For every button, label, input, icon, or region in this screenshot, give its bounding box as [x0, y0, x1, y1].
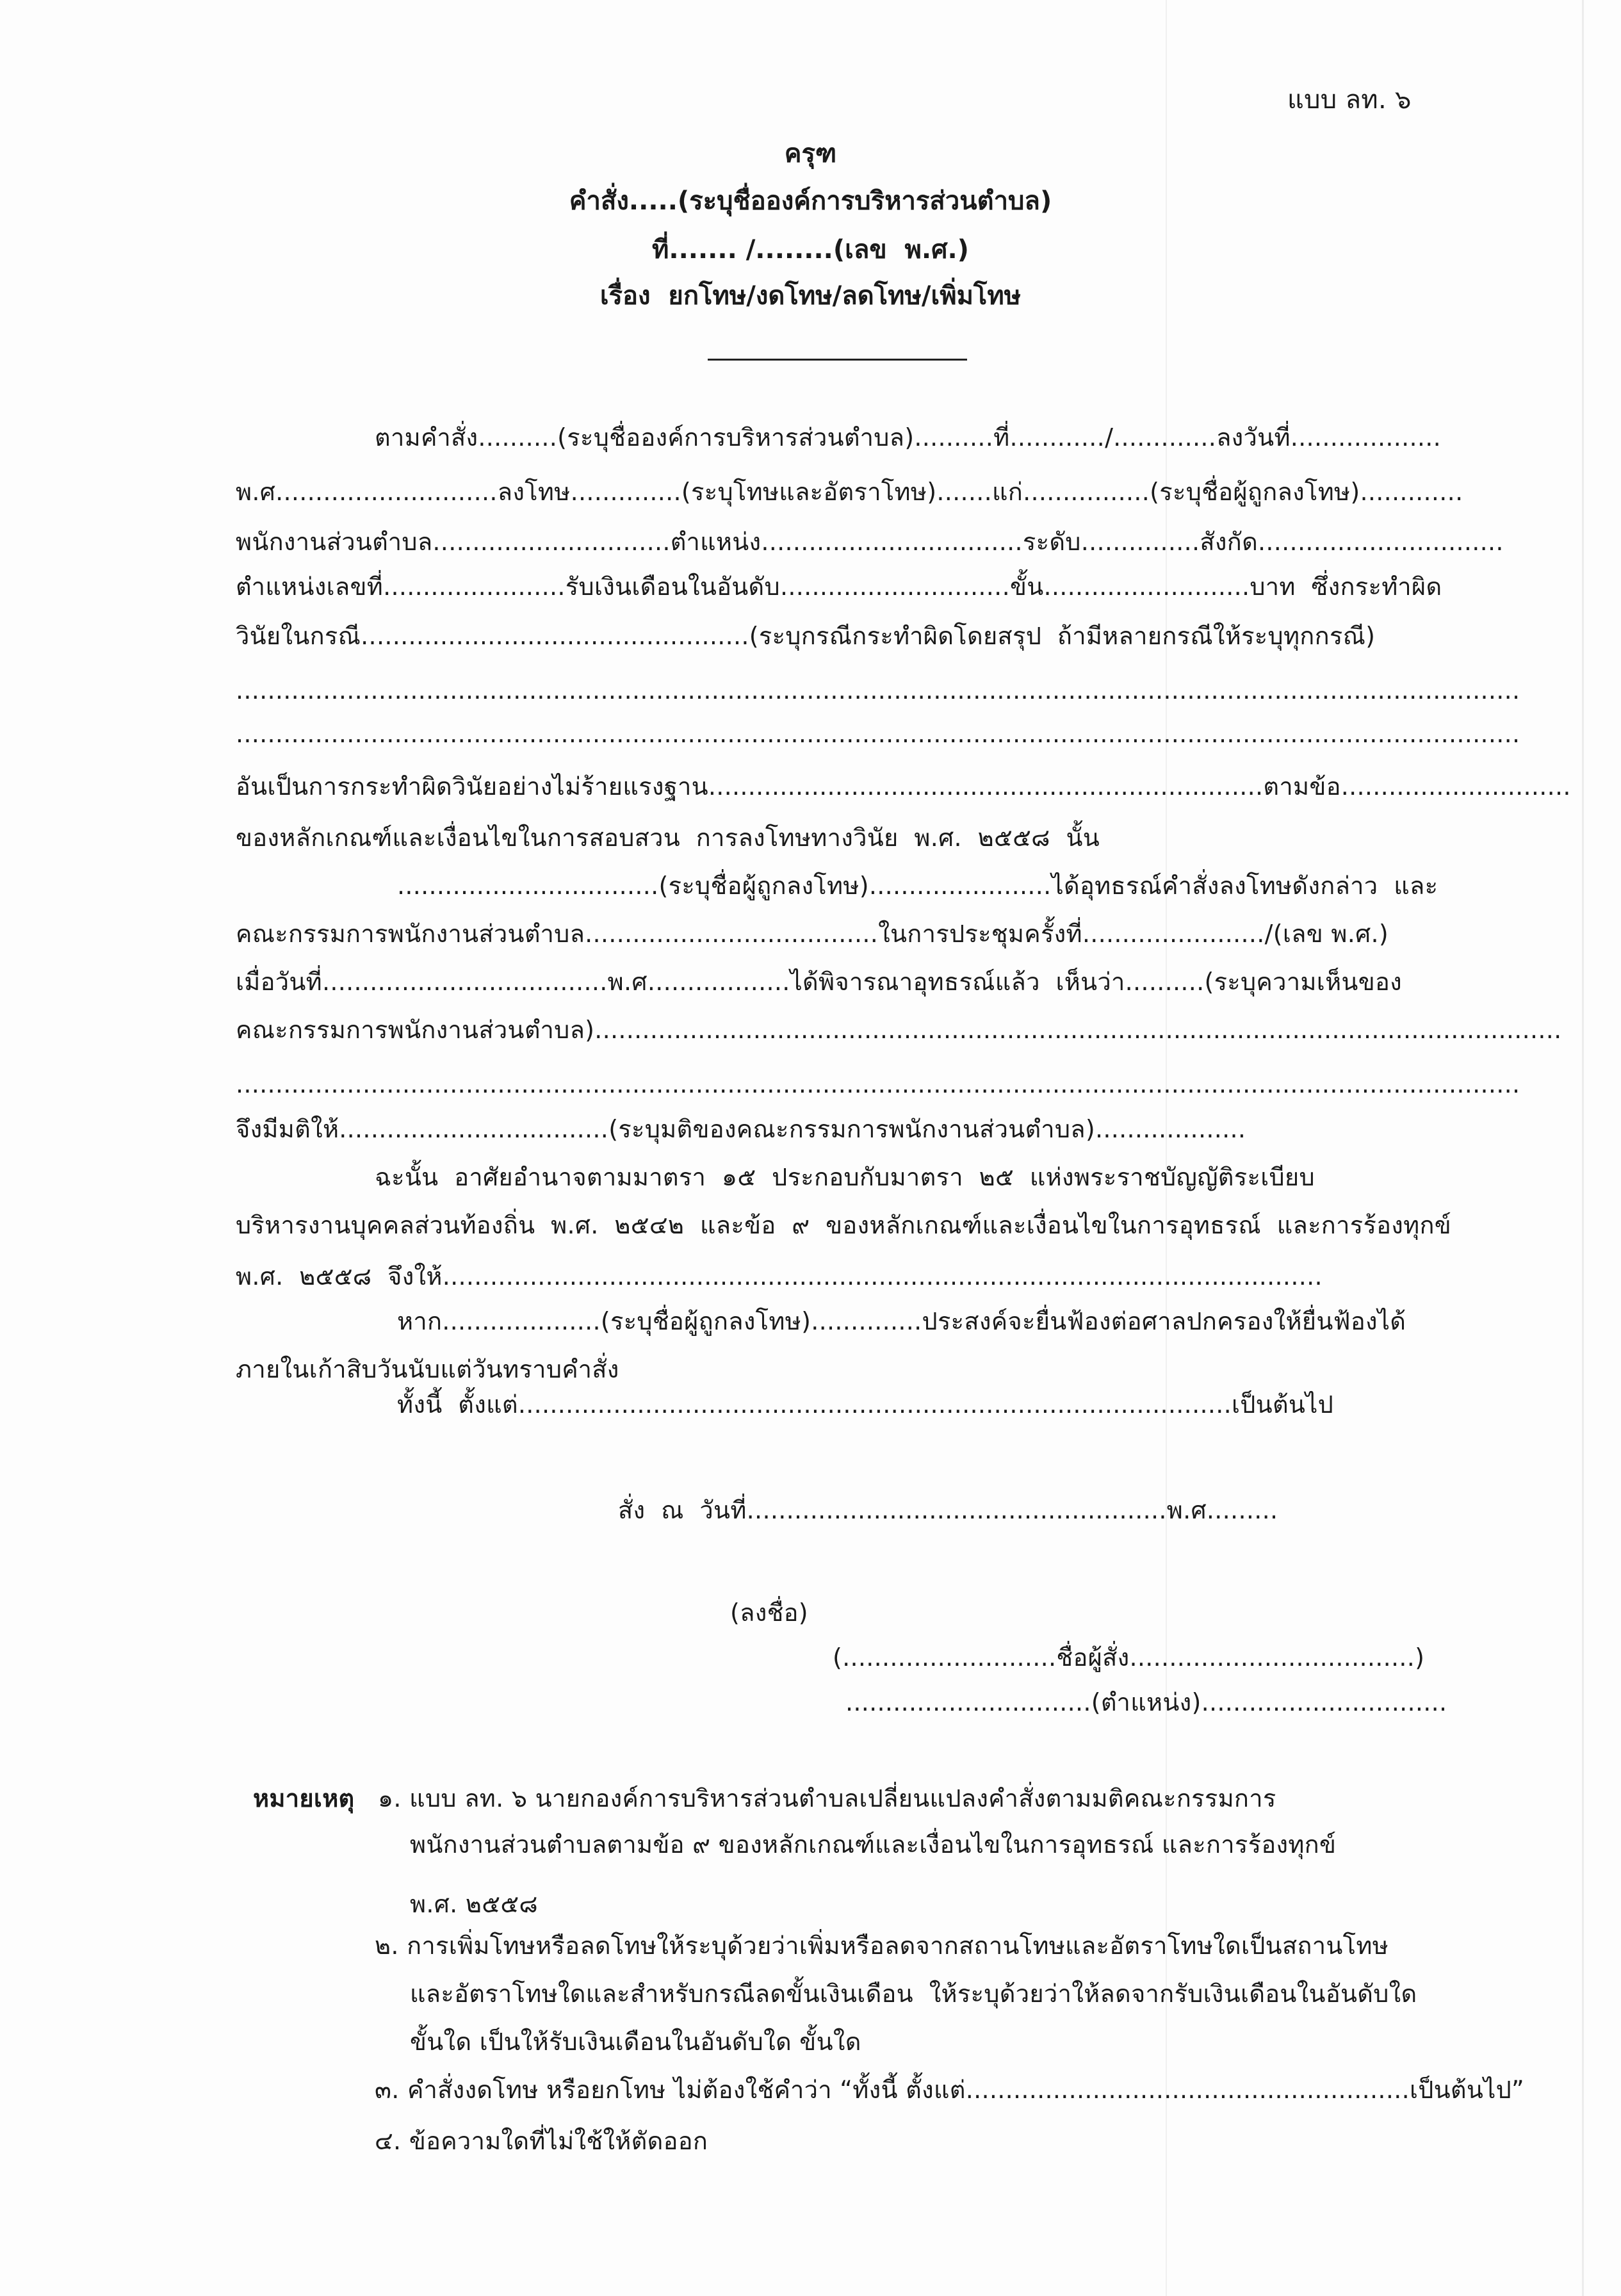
note-line: ๔. ข้อความใดที่ไม่ใช้ให้ตัดออก: [375, 2127, 708, 2155]
order-date-line: สั่ง ณ วันที่.....................................................พ.ศ.........: [618, 1496, 1278, 1524]
body-line: ทั้งนี้ ตั้งแต่..........................................................................................เป็นต้นไป: [397, 1390, 1334, 1419]
note-line: พนักงานส่วนตำบลตามข้อ ๙ ของหลักเกณฑ์และเงื่อนไขในการอุทธรณ์ และการร้องทุกข์: [410, 1830, 1337, 1859]
signatory-name-line: (...........................ชื่อผู้สั่ง....................................): [833, 1643, 1425, 1672]
body-line: ..................................................................................................................................................................: [236, 676, 1520, 704]
body-line: ..................................................................................................................................................................: [236, 1070, 1520, 1098]
body-line: วินัยในกรณี.................................................(ระบุกรณีกระทำผิดโดยสรุป ถ้ามีหลายกรณีให้ระบุทุกกรณี): [236, 622, 1376, 650]
order-number: ที่....... /........(เลข พ.ศ.): [652, 235, 969, 265]
note-line: ๑. แบบ ลท. ๖ นายกองค์การบริหารส่วนตำบลเปลี่ยนแปลงคำสั่งตามมติคณะกรรมการ: [378, 1784, 1276, 1812]
body-line: เมื่อวันที่....................................พ.ศ..................ได้พิจารณาอุทธรณ์แล้ว เห็นว่า..........(ระบุความเห็นของ: [236, 968, 1402, 996]
body-line: หาก....................(ระบุชื่อผู้ถูกลงโทษ)..............ประสงค์จะยื่นฟ้องต่อศาลปกครองให้ยื่นฟ้องได้: [397, 1307, 1406, 1335]
body-line: พ.ศ............................ลงโทษ..............(ระบุโทษและอัตราโทษ).......แก่................(ระบุชื่อผู้ถูกลงโทษ).............: [236, 478, 1463, 506]
notes-label: หมายเหตุ: [253, 1784, 355, 1812]
body-line: ตำแหน่งเลขที่.......................รับเงินเดือนในอันดับ.............................ขั้น..........................บาท ซึ่งกระทำผิด: [236, 573, 1442, 601]
body-line: ภายในเก้าสิบวันนับแต่วันทราบคำสั่ง: [236, 1355, 619, 1383]
order-title: คำสั่ง.....(ระบุชื่อองค์การบริหารส่วนตำบล): [569, 186, 1052, 216]
note-line: ๒. การเพิ่มโทษหรือลดโทษให้ระบุด้วยว่าเพิ่มหรือลดจากสถานโทษและอัตราโทษใดเป็นสถานโทษ: [375, 1932, 1389, 1960]
body-line: พนักงานส่วนตำบล..............................ตำแหน่ง.................................ระดับ...............สังกัด...............................: [236, 528, 1504, 556]
scan-edge-line: [1582, 0, 1584, 2296]
note-line: พ.ศ. ๒๕๕๘: [410, 1890, 538, 1918]
body-line: จึงมีมติให้..................................(ระบุมติของคณะกรรมการพนักงานส่วนตำบล)...................: [236, 1115, 1246, 1143]
body-line: อันเป็นการกระทำผิดวินัยอย่างไม่ร้ายแรงฐาน......................................................................ตามข้อ.............................: [236, 772, 1571, 801]
body-line: บริหารงานบุคคลส่วนท้องถิ่น พ.ศ. ๒๕๔๒ และข้อ ๙ ของหลักเกณฑ์และเงื่อนไขในการอุทธรณ์ และการร้องทุกข์: [236, 1211, 1452, 1239]
body-line: คณะกรรมการพนักงานส่วนตำบล)..........................................................................................................................: [236, 1016, 1562, 1044]
body-line: พ.ศ. ๒๕๕๘ จึงให้...............................................................................................................: [236, 1262, 1323, 1290]
signature-label: (ลงชื่อ): [730, 1599, 808, 1627]
body-line: .................................(ระบุชื่อผู้ถูกลงโทษ).......................ได้อุทธรณ์คำสั่งลงโทษดังกล่าว และ: [397, 872, 1438, 900]
signatory-position-line: ...............................(ตำแหน่ง)...............................: [845, 1688, 1447, 1716]
note-line: ๓. คำสั่งงดโทษ หรือยกโทษ ไม่ต้องใช้คำว่า “ทั้งนี้ ตั้งแต่........................................................เป็นต้นไป”: [375, 2076, 1525, 2104]
note-line: และอัตราโทษใดและสำหรับกรณีลดขั้นเงินเดือน ให้ระบุด้วยว่าให้ลดจากรับเงินเดือนในอันดับใด: [410, 1980, 1417, 2008]
body-line: คณะกรรมการพนักงานส่วนตำบล.....................................ในการประชุมครั้งที่......................./(เลข พ.ศ.): [236, 920, 1389, 948]
body-line: ..................................................................................................................................................................: [236, 720, 1520, 748]
body-line: ตามคำสั่ง..........(ระบุชื่อองค์การบริหารส่วนตำบล)..........ที่............/.............ลงวันที่...................: [375, 423, 1442, 452]
note-line: ขั้นใด เป็นให้รับเงินเดือนในอันดับใด ขั้นใด: [410, 2028, 861, 2056]
title-divider: [708, 359, 967, 361]
order-subject: เรื่อง ยกโทษ/งดโทษ/ลดโทษ/เพิ่มโทษ: [599, 281, 1022, 311]
body-line: ฉะนั้น อาศัยอำนาจตามมาตรา ๑๕ ประกอบกับมาตรา ๒๕ แห่งพระราชบัญญัติระเบียบ: [375, 1163, 1315, 1191]
body-line: ของหลักเกณฑ์และเงื่อนไขในการสอบสวน การลงโทษทางวินัย พ.ศ. ๒๕๕๘ นั้น: [236, 824, 1100, 852]
form-code: แบบ ลท. ๖: [1287, 85, 1412, 115]
emblem-label: ครุฑ: [784, 139, 837, 168]
